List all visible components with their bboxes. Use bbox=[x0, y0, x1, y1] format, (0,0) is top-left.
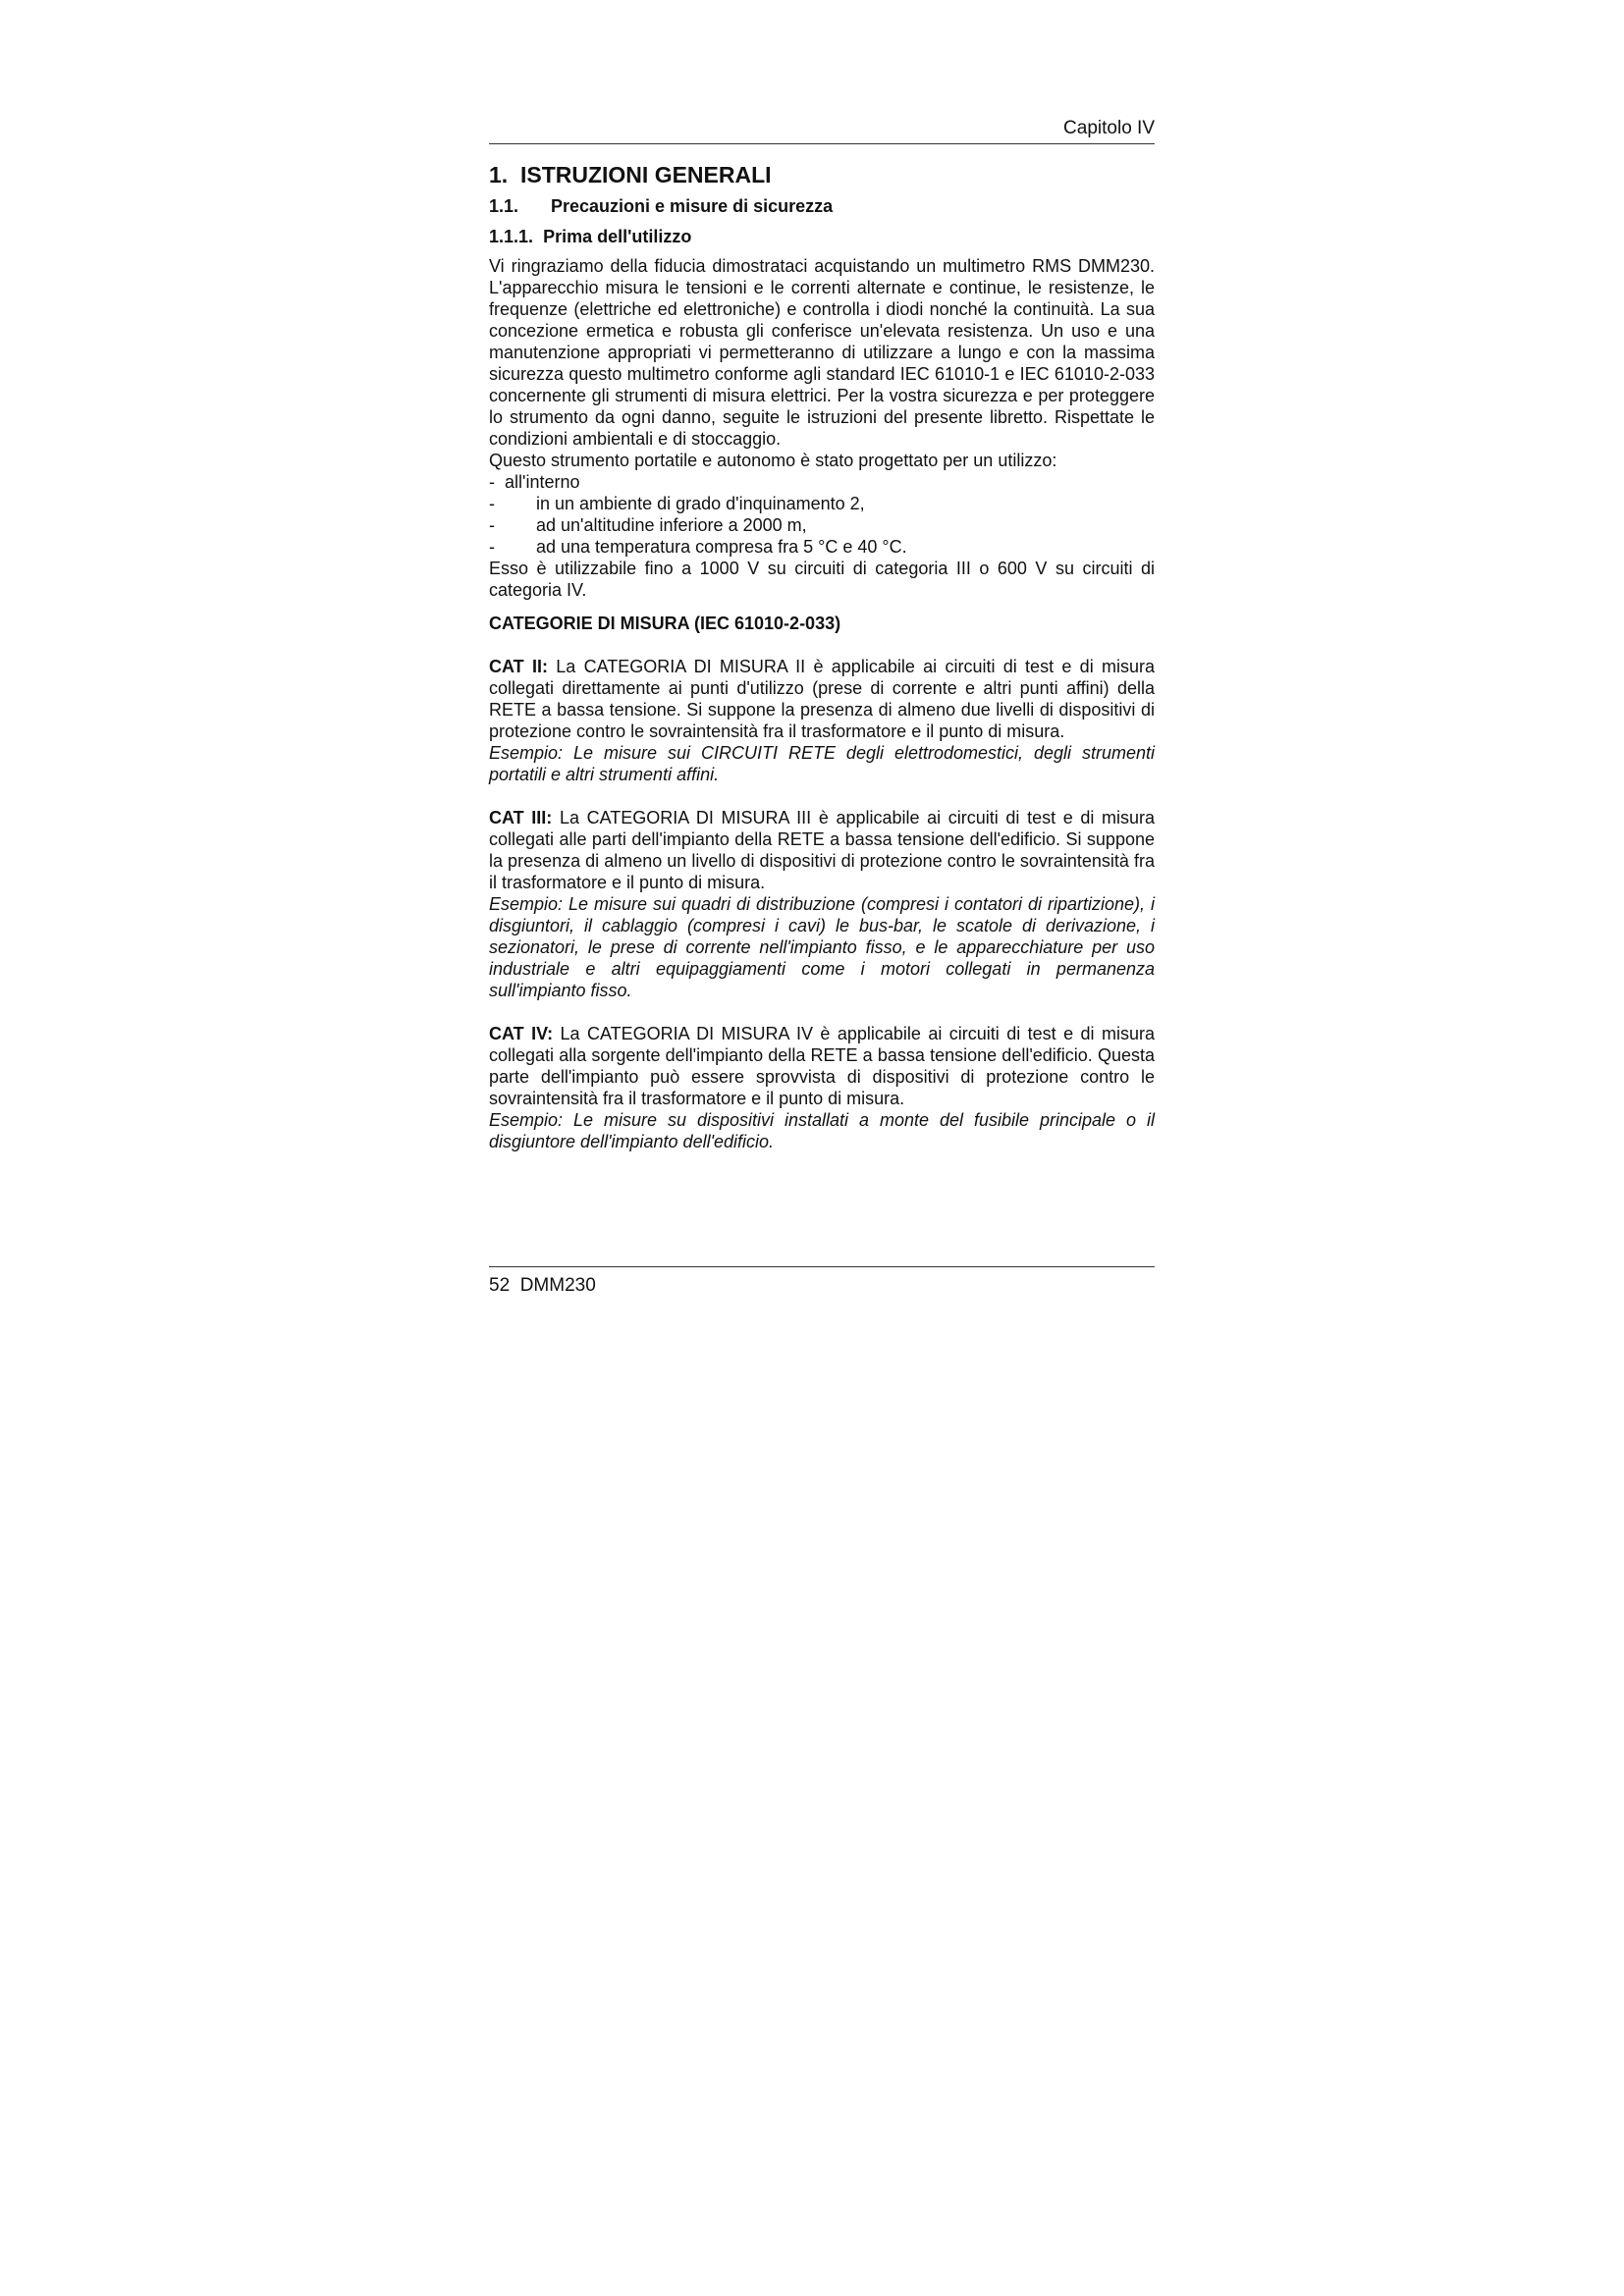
intro-paragraph: Vi ringraziamo della fiducia dimostrataci acquistando un multimetro RMS DMM230. L'apparecchio misura le tensioni e le correnti alternate e continue, le resistenze, le frequenze (elettriche ed elettroniche) e controlla i diodi nonché la continuità. La sua concezione ermetica e robusta gli conferisce un'elevata resistenza. Un uso e una manutenzione appropriati vi permetteranno di utilizzare a lungo e con la massima sicurezza questo multimetro conforme agli standard IEC 61010-1 e IEC 61010-2-033 concernente gli strumenti di misura elettrici. Per la vostra sicurezza e per proteggere lo strumento da ogni danno, seguite le istruzioni del presente libretto. Rispettate le condizioni ambientali e di stoccaggio. bbox=[489, 256, 1155, 449]
list-dash: - bbox=[489, 472, 495, 492]
list-dash: - bbox=[489, 515, 495, 535]
category-text bbox=[489, 807, 1155, 893]
section-heading bbox=[489, 162, 1155, 188]
page-footer bbox=[489, 1266, 1155, 1297]
document-page bbox=[489, 118, 1155, 1174]
list-item-text: all'interno bbox=[505, 472, 580, 492]
subsection-heading bbox=[489, 196, 1155, 217]
list-item bbox=[489, 493, 1155, 514]
list-item bbox=[489, 514, 1155, 536]
list-item-text: in un ambiente di grado d'inquinamento 2, bbox=[536, 494, 865, 513]
section-title: ISTRUZIONI GENERALI bbox=[519, 162, 772, 187]
category-description: La CATEGORIA DI MISURA IV è applicabile ai circuiti di test e di misura collegati alla sorgente dell'impianto della RETE a bassa tensione dell'edificio. Questa parte dell'impianto può essere sprovvista di dispositivi di protezione contro le sovraintensità fra il trasformatore e il punto di misura. bbox=[489, 1024, 1155, 1108]
subsubsection-number: 1.1.1. bbox=[489, 227, 534, 246]
category-block-cat-iii bbox=[489, 807, 1155, 1001]
subsection-number: 1.1. bbox=[489, 196, 519, 216]
page-number-label: 52 DMM230 bbox=[489, 1275, 596, 1296]
category-text bbox=[489, 656, 1155, 742]
category-description: La CATEGORIA DI MISURA II è applicabile ai circuiti di test e di misura collegati direttamente ai punti d'utilizzo (prese di corrente e altri punti affini) della RETE a bassa tensione. Si suppone la presenza di almeno due livelli di dispositivi di protezione contro le sovraintensità fra il trasformatore e il punto di misura. bbox=[489, 657, 1155, 741]
category-block-cat-iv bbox=[489, 1023, 1155, 1152]
category-example: Esempio: Le misure sui CIRCUITI RETE degli elettrodomestici, degli strumenti portatili e altri strumenti affini. bbox=[489, 743, 1155, 784]
categories-title: CATEGORIE DI MISURA (IEC 61010-2-033) bbox=[489, 614, 841, 633]
subsubsection-heading bbox=[489, 227, 1155, 247]
usage-list bbox=[489, 471, 1155, 558]
category-label: CAT II: bbox=[489, 657, 548, 676]
chapter-label: Capitolo IV bbox=[1063, 118, 1155, 138]
category-example: Esempio: Le misure su dispositivi installati a monte del fusibile principale o il disgiuntore dell'impianto dell'edificio. bbox=[489, 1110, 1155, 1151]
page-header bbox=[489, 118, 1155, 144]
category-description: La CATEGORIA DI MISURA III è applicabile ai circuiti di test e di misura collegati alle parti dell'impianto della RETE a bassa tensione dell'edificio. Si suppone la presenza di almeno un livello di dispositivi di protezione contro le sovraintensità fra il trasformatore e il punto di misura. bbox=[489, 808, 1155, 892]
list-item-text: ad una temperatura compresa fra 5 °C e 40 °C. bbox=[536, 537, 907, 557]
category-block-cat-ii bbox=[489, 656, 1155, 785]
section-number: 1. bbox=[489, 162, 509, 187]
category-label: CAT IV: bbox=[489, 1024, 554, 1043]
category-text bbox=[489, 1023, 1155, 1109]
list-item-text: ad un'altitudine inferiore a 2000 m, bbox=[536, 515, 807, 535]
list-item bbox=[489, 536, 1155, 558]
intro-closing: Esso è utilizzabile fino a 1000 V su circuiti di categoria III o 600 V su circuiti di categoria IV. bbox=[489, 559, 1155, 600]
category-label: CAT III: bbox=[489, 808, 553, 828]
list-dash: - bbox=[489, 494, 495, 513]
subsection-title: Precauzioni e misure di sicurezza bbox=[551, 196, 834, 216]
category-example: Esempio: Le misure sui quadri di distribuzione (compresi i contatori di ripartizione), i disgiuntori, il cablaggio (compresi i cavi) le bus-bar, le scatole di derivazione, i sezionatori, le prese di corrente nell'impianto fisso, e le apparecchiature per uso industriale e altri equipaggiamenti come i motori collegati in permanenza sull'impianto fisso. bbox=[489, 894, 1155, 1000]
list-dash: - bbox=[489, 537, 495, 557]
list-item bbox=[489, 471, 1155, 493]
subsubsection-title: Prima dell'utilizzo bbox=[543, 227, 692, 246]
usage-line: Questo strumento portatile e autonomo è stato progettato per un utilizzo: bbox=[489, 451, 1057, 470]
